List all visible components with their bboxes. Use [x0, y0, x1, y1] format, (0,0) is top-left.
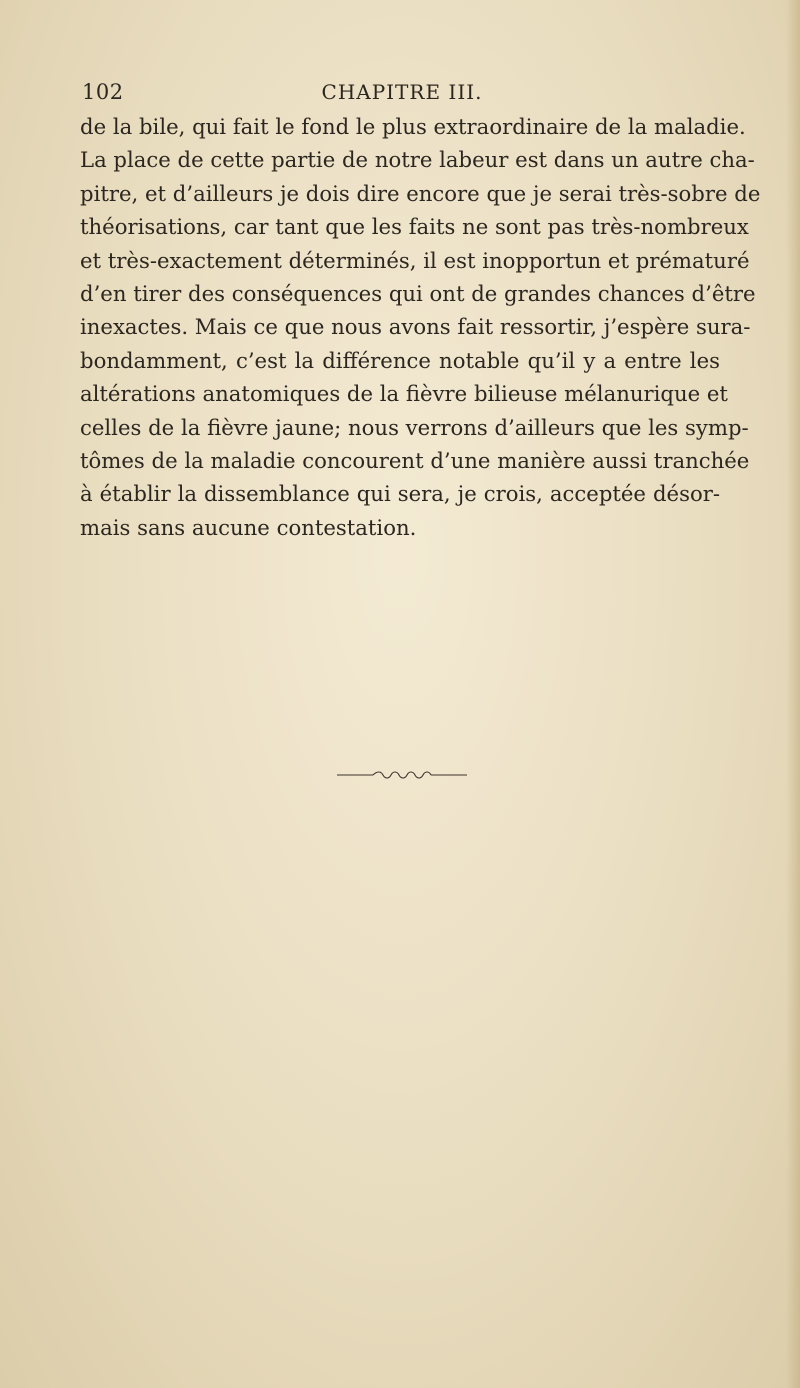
page-number: 102 [82, 80, 124, 104]
text-line: altérations anatomiques de la fièvre bilieuse mélanurique et [80, 381, 728, 407]
running-header [82, 80, 722, 110]
text-line: de la bile, qui fait le fond le plus extraordinaire de la maladie. [80, 114, 746, 139]
text-line: à établir la dissemblance qui sera, je crois, acceptée désor- [80, 481, 720, 507]
text-line: d’en tirer des conséquences qui ont de grandes chances d’être [80, 280, 756, 306]
text-line: théorisations, car tant que les faits ne sont pas très-nombreux [80, 214, 749, 240]
text-line: tômes de la maladie concourent d’une manière aussi tranchée [80, 447, 750, 473]
text-line: mais sans aucune contestation. [80, 514, 417, 540]
text-line: celles de la fièvre jaune; nous verrons d’ailleurs que les symp- [80, 414, 749, 440]
end-ornament [337, 770, 467, 780]
text-line: pitre, et d’ailleurs je dois dire encore que je serai très-sobre de [80, 180, 761, 206]
body-paragraph [80, 110, 761, 544]
text-line: bondamment, c’est la différence notable qu’il y a entre les [80, 347, 720, 373]
text-line: inexactes. Mais ce que nous avons fait ressortir, j’espère sura- [80, 314, 751, 340]
text-line: La place de cette partie de notre labeur est dans un autre cha- [80, 147, 755, 173]
text-line: et très-exactement déterminés, il est inopportun et prématuré [80, 247, 750, 273]
chapter-title: CHAPITRE III. [321, 80, 483, 104]
page-edge-shadow [786, 0, 800, 1388]
